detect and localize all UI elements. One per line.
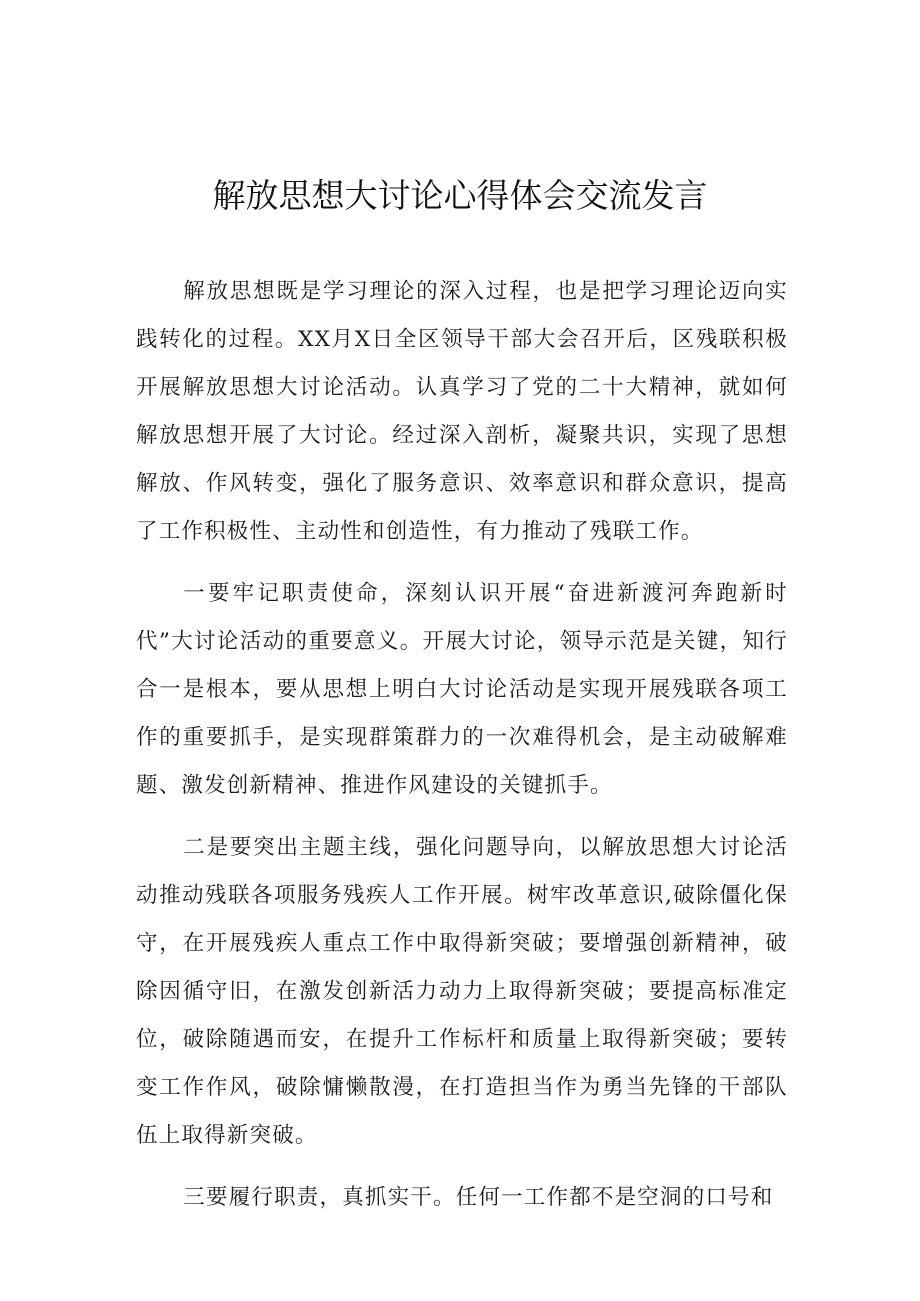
- paragraph-intro: 解放思想既是学习理论的深入过程，也是把学习理论迈向实践转化的过程。XX月X日全区领导干部大会召开后，区残联积极开展解放思想大讨论活动。认真学习了党的二十大精神，就如何解放思想开展了大讨论。经过深入剖析，凝聚共识，实现了思想解放、作风转变，强化了服务意识、效率意识和群众意识，提高了工作积极性、主动性和创造性，有力推动了残联工作。: [136, 279, 788, 544]
- document-body: [136, 268, 788, 1236]
- document-title: 解放思想大讨论心得体会交流发言: [212, 176, 708, 215]
- paragraph-point-two: 二是要突出主题主线，强化问题导向，以解放思想大讨论活动推动残联各项服务残疾人工作开展。树牢改革意识,破除僵化保守，在开展残疾人重点工作中取得新突破；要增强创新精神，破除因循守旧，在激发创新活力动力上取得新突破；要提高标准定位，破除随遇而安，在提升工作标杆和质量上取得新突破；要转变工作作风，破除慵懒散漫，在打造担当作为勇当先锋的干部队伍上取得新突破。: [136, 835, 788, 1148]
- paragraph-point-one: 一要牢记职责使命，深刻认识开展“奋进新渡河奔跑新时代”大讨论活动的重要意义。开展大讨论，领导示范是关键，知行合一是根本，要从思想上明白大讨论活动是实现开展残联各项工作的重要抓手，是实现群策群力的一次难得机会，是主动破解难题、激发创新精神、推进作风建设的关键抓手。: [136, 581, 788, 798]
- paragraph-point-three: 三要履行职责，真抓实干。任何一工作都不是空洞的口号和: [183, 1185, 774, 1210]
